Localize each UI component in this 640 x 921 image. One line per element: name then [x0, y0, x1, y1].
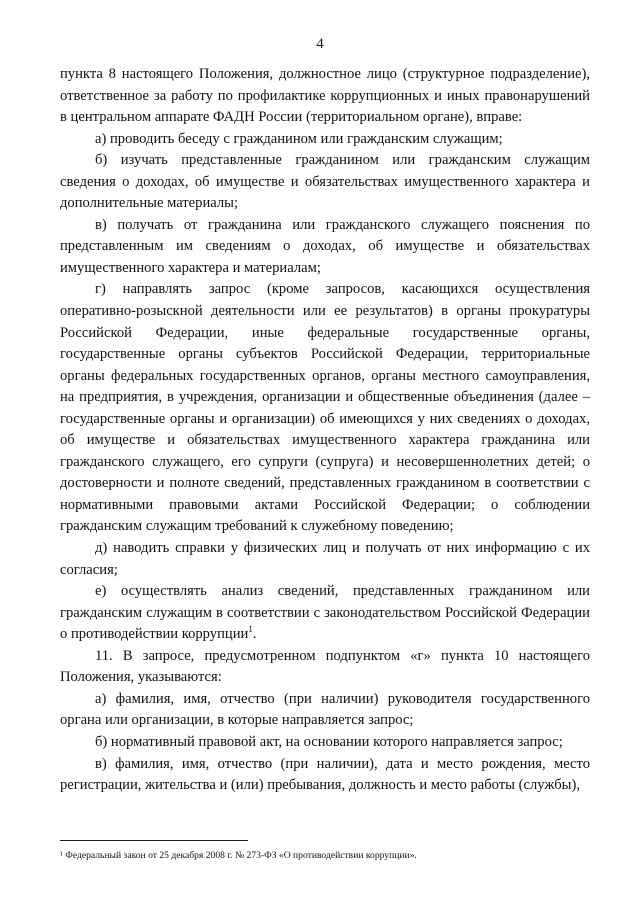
paragraph-item-e-end: . — [252, 626, 257, 643]
paragraph-item-d: д) наводить справки у физических лиц и получать от них информацию с их согласия; — [60, 540, 590, 578]
page-number: 4 — [316, 36, 324, 52]
paragraph-11-item-b: б) нормативный правовой акт, на основании которого направляется запрос; — [95, 733, 563, 750]
paragraph-item-e-text: е) осуществлять анализ сведений, представленных гражданином или гражданским служащим в соответствии с законодательством Российской Федерации о противодействии коррупции — [60, 583, 590, 643]
footnote: ¹ Федеральный закон от 25 декабря 2008 г. № 273-ФЗ «О противодействии коррупции». — [60, 850, 417, 861]
paragraph-section-11: 11. В запросе, предусмотренном подпунктом «г» пункта 10 настоящего Положения, указываются: — [60, 647, 590, 686]
document-body — [60, 64, 590, 797]
paragraph-item-a: а) проводить беседу с гражданином или гражданским служащим; — [95, 130, 503, 147]
footnote-separator — [60, 840, 248, 841]
paragraph-11-item-a: а) фамилия, имя, отчество (при наличии) руководителя государственного органа или организации, в которые направляется запрос; — [60, 690, 590, 729]
paragraph-item-g: г) направлять запрос (кроме запросов, касающихся осуществления оперативно-розыскной деятельности или ее результатов) в органы прокуратуры Российской Федерации, иные федеральные государственные органы, государственные органы субъектов Российской Федерации, территориальные органы федеральных государственных органов, органы местного самоуправления, на предприятия, в учреждения, организации и общественные объединения (далее – государственные органы и организации) об имеющихся у них сведениях о доходах, об имуществе и обязательствах имущественного характера гражданина или гражданского служащего, его супруги (супруга) и несовершеннолетних детей; о достоверности и полноте сведений, представленных гражданином в соответствии с нормативными правовыми актами Российской Федерации; о соблюдении гражданским служащим требований к служебному поведению; — [60, 281, 590, 535]
paragraph-item-b: б) изучать представленные гражданином или гражданским служащим сведения о доходах, об имуществе и обязательствах имущественного характера и дополнительные материалы; — [60, 152, 590, 212]
paragraph-item-v: в) получать от гражданина или гражданского служащего пояснения по представленным им сведениям о доходах, об имуществе и обязательствах имущественного характера и материалам; — [60, 216, 590, 276]
paragraph-item-e — [60, 581, 590, 646]
paragraph-intro: пункта 8 настоящего Положения, должностное лицо (структурное подразделение), ответственное за работу по профилактике коррупционных и иных правонарушений в центральном аппарате ФАДН России (территориальном органе), вправе: — [60, 66, 590, 126]
paragraph-11-item-v: в) фамилия, имя, отчество (при наличии), дата и место рождения, место регистрации, жительства и (или) пребывания, должность и место работы (службы), — [60, 755, 590, 794]
footnote-reference: 1 — [248, 624, 253, 635]
